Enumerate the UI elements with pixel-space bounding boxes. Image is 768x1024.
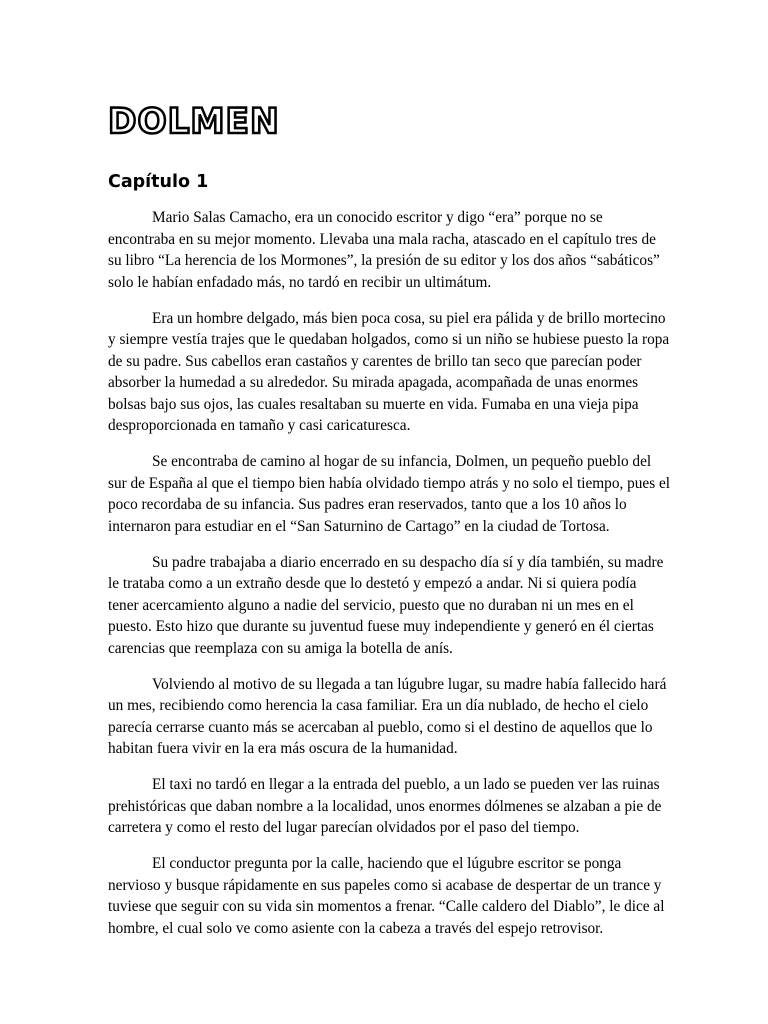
paragraph-line: Se encontraba de camino al hogar de su infancia, Dolmen, un pequeño pueblo del [152, 453, 652, 470]
paragraph-line: prehistóricas que daban nombre a la localidad, unos enormes dólmenes se alzaban a pie de [108, 797, 662, 815]
paragraph-7 [108, 853, 665, 939]
paragraph-line: hombre, el cual solo ve como asiente con la cabeza a través del espejo retrovisor. [108, 919, 604, 937]
paragraph-2 [108, 308, 670, 437]
paragraph-line: Su padre trabajaba a diario encerrado en su despacho día sí y día también, su madre [152, 553, 664, 571]
paragraph-line: le trataba como a un extraño desde que lo destetó y empezó a andar. Ni si quiera podía [108, 575, 637, 592]
paragraph-line: internaron para estudiar en el “San Saturnino de Cartago” en la ciudad de Tortosa. [108, 517, 610, 535]
paragraph-6 [108, 774, 661, 839]
document-body [108, 207, 671, 954]
chapter-heading: Capítulo 1 [108, 172, 209, 192]
paragraph-line: habitan fuera vivir en la era más oscura de la humanidad. [108, 740, 458, 757]
paragraph-line: solo le habían enfadado más, no tardó en recibir un ultimátum. [108, 273, 492, 291]
paragraph-line: puesto. Esto hizo que durante su juventud fuese muy independiente y generó en él ciertas [108, 618, 654, 635]
paragraph-4 [108, 552, 664, 660]
paragraph-line: El taxi no tardó en llegar a la entrada del pueblo, a un lado se pueden ver las ruinas [152, 776, 660, 793]
paragraph-line: Era un hombre delgado, más bien poca cosa, su piel era pálida y de brillo mortecino [152, 309, 666, 327]
paragraph-line: un mes, recibiendo como herencia la casa familiar. Era un día nublado, de hecho el cielo [108, 697, 649, 714]
paragraph-line: su libro “La herencia de los Mormones”, la presión de su editor y los dos años “sabáticos” [108, 252, 660, 269]
paragraph-3 [108, 451, 671, 537]
paragraph-line: nervioso y busque rápidamente en sus papeles como si acabase de despertar de un trance y [108, 876, 662, 894]
paragraph-1 [108, 207, 661, 293]
paragraph-line: absorber la humedad a su alrededor. Su mirada apagada, acompañada de unas enormes [108, 374, 639, 391]
paragraph-line: El conductor pregunta por la calle, haciendo que el lúgubre escritor se ponga [152, 855, 622, 872]
paragraph-line: carencias que reemplaza con su amiga la botella de anís. [108, 639, 453, 657]
paragraph-line: bolsas bajo sus ojos, las cuales resaltaban su muerte en vida. Fumaba en una vieja pipa [108, 395, 639, 413]
paragraph-line: tuviese que seguir con su vida sin momentos a frenar. “Calle caldero del Diablo”, le dice al [108, 898, 665, 915]
paragraph-line: poco recordaba de su infancia. Sus padres eran reservados, tanto que a los 10 años lo [108, 496, 627, 513]
paragraph-5 [108, 674, 667, 760]
paragraph-line: tener acercamiento alguno a nadie del servicio, puesto que no duraban ni un mes en el [108, 596, 634, 614]
paragraph-line: y siempre vestía trajes que le quedaban holgados, como si un niño se hubiese puesto la ropa [108, 331, 670, 348]
paragraph-line: Volviendo al motivo de su llegada a tan lúgubre lugar, su madre había fallecido hará [152, 675, 667, 693]
paragraph-line: encontraba en su mejor momento. Llevaba una mala racha, atascado en el capítulo tres de [108, 230, 656, 248]
paragraph-line: Mario Salas Camacho, era un conocido escritor y digo “era” porque no se [152, 209, 603, 226]
paragraph-line: carretera y como el resto del lugar parecían olvidados por el paso del tiempo. [108, 819, 580, 836]
paragraph-line: parecía cerrarse cuanto más se acercaban al pueblo, como si el destino de aquellos que lo [108, 718, 653, 736]
paragraph-line: desproporcionada en tamaño y casi caricaturesca. [108, 417, 411, 434]
paragraph-line: sur de España al que el tiempo bien había olvidado tiempo atrás y no solo el tiempo, pues el [108, 474, 671, 492]
paragraph-line: de su padre. Sus cabellos eran castaños y carentes de brillo tan seco que parecían poder [108, 352, 642, 370]
document-title: DOLMEN [108, 102, 280, 142]
